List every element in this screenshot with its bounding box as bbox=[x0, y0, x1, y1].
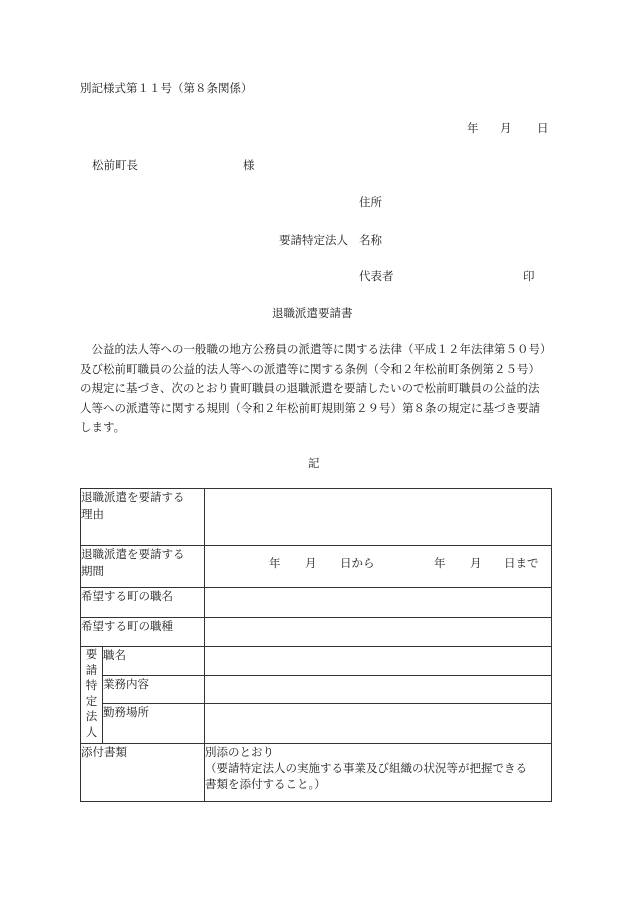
applicant-role-label: 要請特定法人 bbox=[279, 233, 348, 247]
attachments-line: 書類を添付すること。） bbox=[205, 777, 326, 791]
body-line: の規定に基づき、次のとおり貴町職員の退職派遣を要請したいので松前町職員の公益的法 bbox=[80, 381, 540, 395]
reason-label-cell bbox=[81, 489, 205, 546]
form-number: 別記様式第１１号（第８条関係） bbox=[80, 81, 253, 95]
date-month: 月 bbox=[500, 121, 512, 135]
period-label-line2: 期間 bbox=[81, 564, 104, 578]
attachments-line: （要請特定法人の実施する事業及び組織の状況等が把握できる bbox=[205, 761, 527, 775]
period-to-month: 月 bbox=[470, 556, 482, 570]
table-row bbox=[81, 618, 552, 647]
period-from-day: 日から bbox=[340, 556, 375, 570]
entity-vertical-char: 要 bbox=[85, 647, 98, 661]
desired-post-value[interactable] bbox=[205, 588, 552, 618]
body-line: 人等への派遣等に関する規則（令和２年松前町規則第２９号）第８条の規定に基づき要請 bbox=[80, 400, 540, 415]
document-title: 退職派遣要請書 bbox=[272, 306, 353, 320]
period-label-cell bbox=[81, 546, 205, 588]
body-line: 及び松前町職員の公益的法人等への派遣等に関する条例（令和２年松前町条例第２５号） bbox=[80, 361, 540, 376]
table-row bbox=[81, 704, 552, 744]
attachments-value bbox=[205, 744, 552, 802]
entity-vertical-char: 請 bbox=[85, 662, 98, 677]
period-from-year: 年 bbox=[269, 556, 281, 570]
period-to-year: 年 bbox=[434, 556, 446, 570]
period-from-month: 月 bbox=[305, 556, 317, 570]
entity-duties-label: 業務内容 bbox=[103, 676, 205, 704]
seal-mark: 印 bbox=[523, 269, 535, 283]
addressee-honorific: 様 bbox=[243, 158, 255, 172]
entity-vertical-char: 法 bbox=[85, 709, 98, 723]
body-paragraph bbox=[80, 340, 555, 438]
representative-label: 代表者 bbox=[359, 269, 394, 283]
address-label: 住所 bbox=[359, 195, 382, 209]
table-row bbox=[81, 546, 552, 588]
entity-post-value[interactable] bbox=[205, 647, 552, 676]
table-row bbox=[81, 647, 552, 676]
table-row bbox=[81, 588, 552, 618]
body-line: 公益的法人等への一般職の地方公務員の派遣等に関する法律（平成１２年法律第５０号） bbox=[80, 342, 552, 356]
period-label-line1: 退職派遣を要請する bbox=[81, 547, 185, 561]
attachments-label: 添付書類 bbox=[81, 744, 205, 802]
reason-label-line2: 理由 bbox=[81, 507, 104, 521]
period-value-cell[interactable] bbox=[205, 546, 552, 588]
entity-vertical-char: 人 bbox=[85, 724, 98, 739]
entity-location-value[interactable] bbox=[205, 704, 552, 744]
table-row bbox=[81, 676, 552, 704]
name-label: 名称 bbox=[359, 233, 382, 247]
addressee-name: 松前町長 bbox=[92, 158, 138, 172]
entity-vertical-label bbox=[81, 647, 103, 744]
period-to-day: 日まで bbox=[504, 556, 539, 570]
table-row bbox=[81, 489, 552, 546]
ki-heading: 記 bbox=[308, 456, 320, 470]
desired-type-value[interactable] bbox=[205, 618, 552, 647]
date-day: 日 bbox=[537, 121, 549, 135]
body-line: します。 bbox=[80, 420, 126, 434]
entity-vertical-char: 特 bbox=[85, 678, 98, 692]
desired-post-label: 希望する町の職名 bbox=[81, 588, 205, 618]
attachments-line: 別添のとおり bbox=[205, 745, 274, 759]
entity-post-label: 職名 bbox=[103, 647, 205, 676]
reason-label-line1: 退職派遣を要請する bbox=[81, 490, 185, 504]
reason-value-cell[interactable] bbox=[205, 489, 552, 546]
table-row bbox=[81, 744, 552, 802]
request-table bbox=[80, 488, 552, 802]
entity-vertical-char: 定 bbox=[85, 693, 98, 708]
entity-location-label: 勤務場所 bbox=[103, 704, 205, 744]
entity-duties-value[interactable] bbox=[205, 676, 552, 704]
desired-type-label: 希望する町の職種 bbox=[81, 618, 205, 647]
date-year: 年 bbox=[467, 121, 479, 135]
